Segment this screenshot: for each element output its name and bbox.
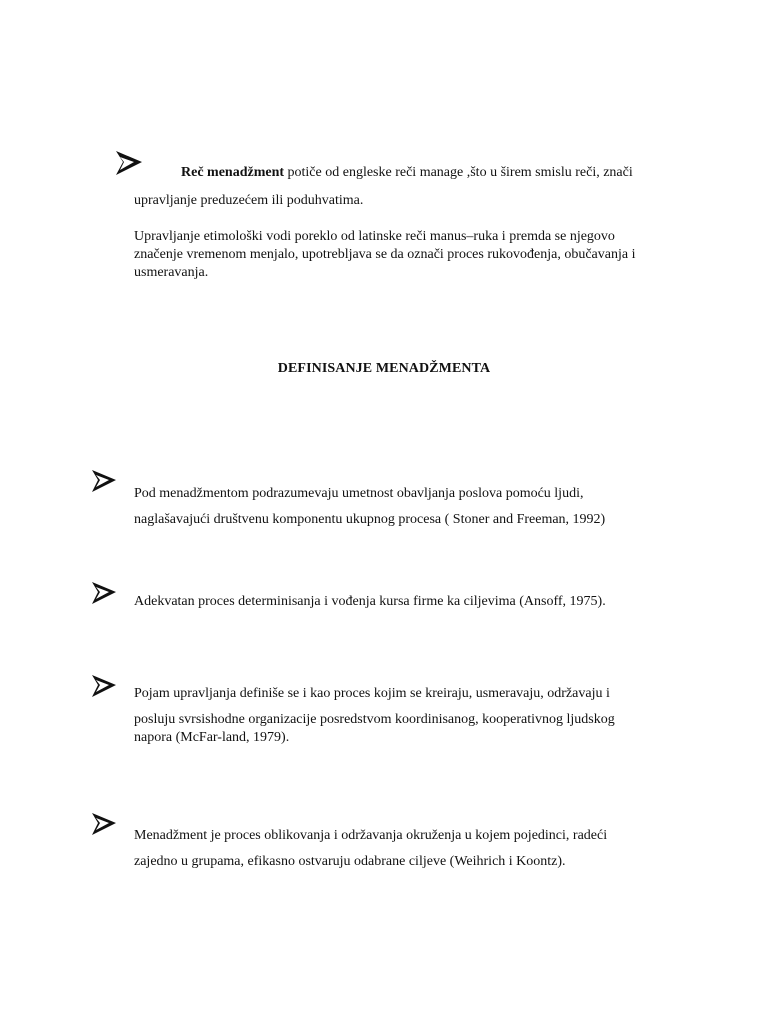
definition-line: posluju svrsishodne organizacije posredstvom koordinisanog, kooperativnog ljudskog	[134, 712, 615, 727]
arrowhead-bullet-icon	[91, 811, 117, 837]
intro-line-1-text: potiče od engleske reči manage ,što u širem smislu reči, znači	[284, 165, 633, 180]
section-heading: DEFINISANJE MENADŽMENTA	[277, 361, 491, 376]
definition-line: zajedno u grupama, efikasno ostvaruju odabrane ciljeve (Weihrich i Koontz).	[134, 854, 566, 869]
definition-item	[134, 685, 615, 747]
definition-line: Pojam upravljanja definiše se i kao proces kojim se kreiraju, usmeravaju, održavaju i	[134, 686, 610, 701]
definition-line: Menadžment je proces oblikovanja i održavanja okruženja u kojem pojedinci, radeći	[134, 828, 608, 843]
intro-line-1	[181, 164, 633, 182]
arrowhead-bullet-icon	[91, 673, 117, 699]
arrowhead-bullet-icon	[91, 580, 117, 606]
definition-item	[134, 593, 606, 611]
intro-paragraph-line: usmeravanja.	[134, 265, 209, 280]
intro-paragraph-line: značenje vremenom menjalo, upotrebljava se da označi proces rukovođenja, obučavanja i	[134, 247, 636, 262]
definition-line: Adekvatan proces determinisanja i vođenja kursa firme ka ciljevima (Ansoff, 1975).	[134, 594, 606, 609]
arrowhead-bullet-icon	[91, 468, 117, 494]
intro-paragraph	[134, 228, 635, 282]
intro-paragraph-line: Upravljanje etimološki vodi poreklo od latinske reči manus–ruka i premda se njegovo	[134, 229, 615, 244]
definition-item	[134, 481, 605, 533]
definition-line: Pod menadžmentom podrazumevaju umetnost obavljanja poslova pomoću ljudi,	[134, 486, 584, 501]
definition-line: napora (McFar-land, 1979).	[134, 730, 290, 745]
arrowhead-bullet-icon	[114, 148, 144, 178]
intro-lead-term: Reč menadžment	[181, 165, 285, 180]
definition-item	[134, 823, 607, 875]
definition-line: naglašavajući društvenu komponentu ukupnog procesa ( Stoner and Freeman, 1992)	[134, 512, 606, 527]
intro-line-2: upravljanje preduzećem ili poduhvatima.	[134, 193, 364, 208]
